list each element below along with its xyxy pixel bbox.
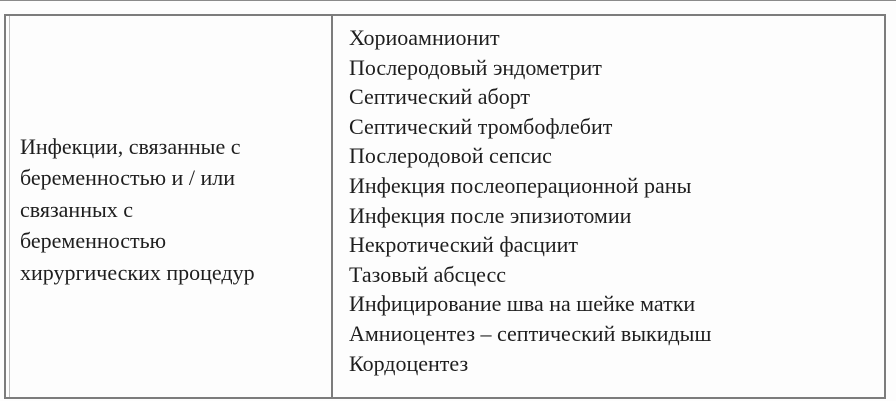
category-line: беременностью и / или xyxy=(20,165,235,191)
list-item: Септический аборт xyxy=(349,84,531,110)
list-item: Инфицирование шва на шейке матки xyxy=(349,291,696,317)
list-item: Инфекция послеоперационной раны xyxy=(349,172,692,198)
category-line: связанных с xyxy=(20,196,134,222)
category-label xyxy=(20,131,255,289)
category-line: хирургических процедур xyxy=(20,259,255,285)
conditions-cell xyxy=(333,16,884,397)
category-line: Инфекции, связанные с xyxy=(20,133,241,159)
list-item: Инфекция после эпизиотомии xyxy=(349,202,632,228)
list-item: Послеродовой сепсис xyxy=(349,143,552,169)
conditions-list xyxy=(349,23,884,378)
category-cell xyxy=(6,16,333,397)
previous-row-border xyxy=(0,0,896,7)
list-item: Тазовый абсцесс xyxy=(349,261,506,287)
list-item: Хориоамнионит xyxy=(349,25,500,50)
list-item: Некротический фасциит xyxy=(349,232,579,258)
category-line: беременностью xyxy=(20,228,167,254)
list-item: Послеродовый эндометрит xyxy=(349,54,602,80)
list-item: Амниоцентез – септический выкидыш xyxy=(349,320,712,346)
infection-table xyxy=(4,14,886,399)
list-item: Септический тромбофлебит xyxy=(349,113,613,139)
list-item: Кордоцентез xyxy=(349,350,469,376)
